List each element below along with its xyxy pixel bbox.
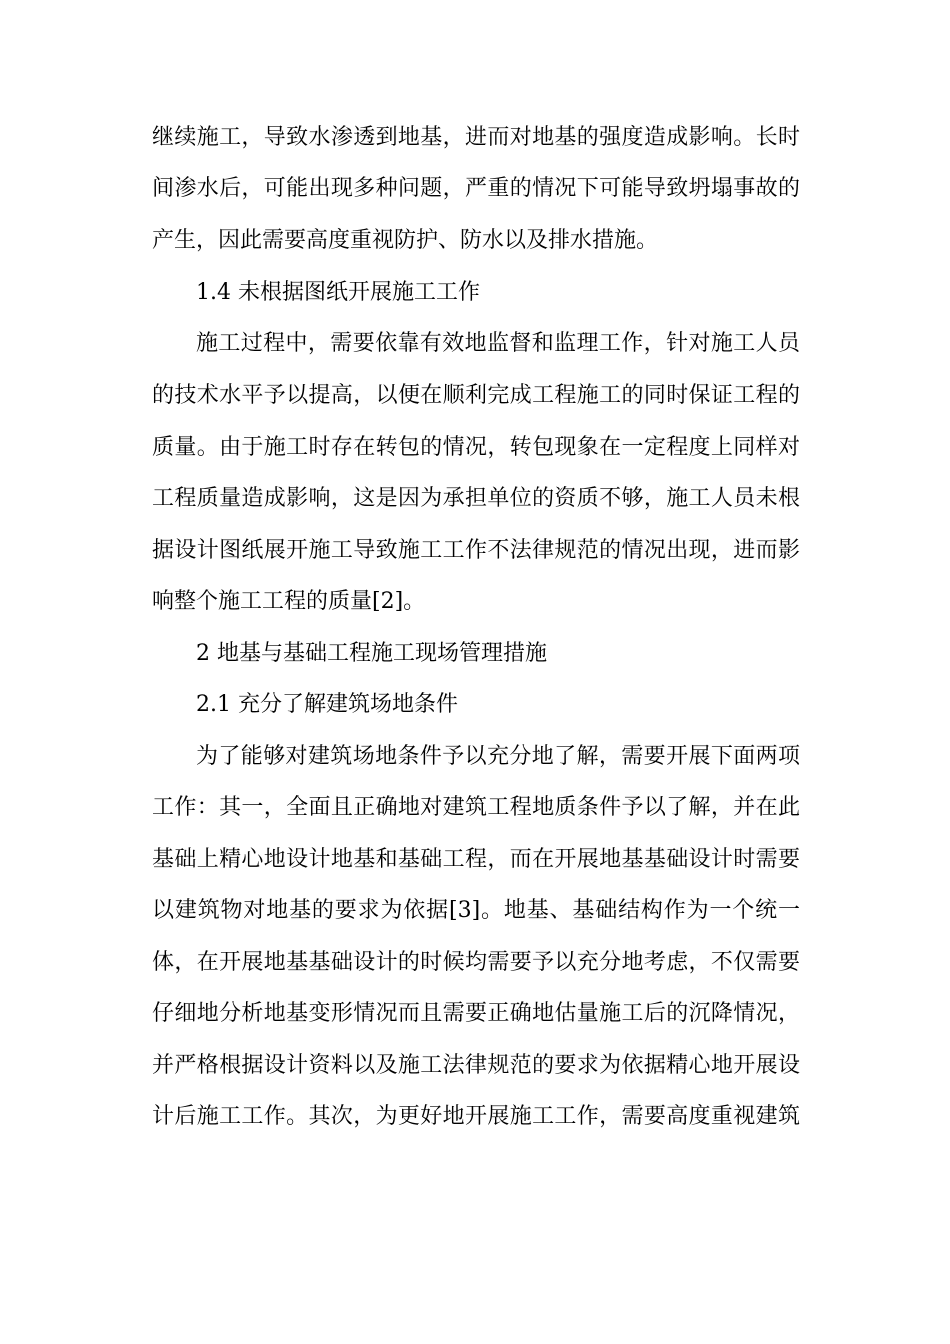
section-heading-1-4: 1.4 未根据图纸开展施工工作 — [196, 280, 480, 305]
text-line: 产生，因此需要高度重视防护、防水以及排水措施。 — [152, 228, 659, 253]
text-line: 继续施工，导致水渗透到地基，进而对地基的强度造成影响。长时 — [152, 125, 800, 150]
text-line: 并严格根据设计资料以及施工法律规范的要求为依据精心地开展设 — [152, 1053, 800, 1078]
text-line: 间渗水后，可能出现多种问题，严重的情况下可能导致坍塌事故的 — [152, 176, 800, 201]
text-line: 以建筑物对地基的要求为依据[3]。地基、基础结构作为一个统一 — [152, 898, 800, 923]
text-line: 为了能够对建筑场地条件予以充分地了解，需要开展下面两项 — [196, 744, 800, 769]
section-heading-2: 2 地基与基础工程施工现场管理措施 — [196, 641, 547, 666]
text-line: 响整个施工工程的质量[2]。 — [152, 589, 426, 614]
section-heading-2-1: 2.1 充分了解建筑场地条件 — [196, 692, 458, 717]
text-line: 的技术水平予以提高，以便在顺利完成工程施工的同时保证工程的 — [152, 383, 800, 408]
text-line: 体，在开展地基基础设计的时候均需要予以充分地考虑，不仅需要 — [152, 950, 800, 975]
text-line: 施工过程中，需要依靠有效地监督和监理工作，针对施工人员 — [196, 331, 800, 356]
text-line: 基础上精心地设计地基和基础工程，而在开展地基基础设计时需要 — [152, 847, 800, 872]
text-line: 仔细地分析地基变形情况而且需要正确地估量施工后的沉降情况， — [152, 1001, 800, 1026]
text-line: 据设计图纸展开施工导致施工工作不法律规范的情况出现，进而影 — [152, 538, 800, 563]
text-line: 计后施工工作。其次，为更好地开展施工工作，需要高度重视建筑 — [152, 1104, 800, 1129]
text-line: 质量。由于施工时存在转包的情况，转包现象在一定程度上同样对 — [152, 435, 800, 460]
text-line: 工作：其一，全面且正确地对建筑工程地质条件予以了解，并在此 — [152, 795, 800, 820]
text-line: 工程质量造成影响，这是因为承担单位的资质不够，施工人员未根 — [152, 486, 800, 511]
